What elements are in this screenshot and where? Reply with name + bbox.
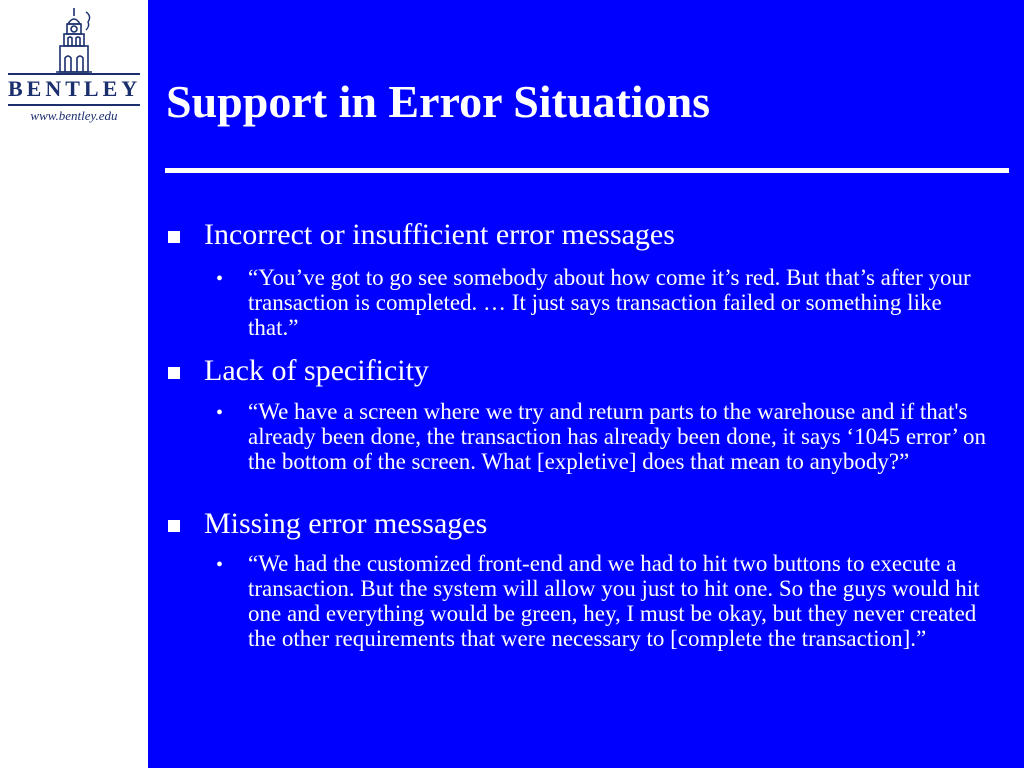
dot-bullet-icon: • — [216, 554, 224, 576]
title-divider — [165, 168, 1009, 173]
logo-name: BENTLEY — [8, 76, 142, 101]
dot-bullet-icon: • — [216, 402, 224, 424]
item-quote: “We had the customized front-end and we had to hit two buttons to execute a transaction. But the system will allow you just to hit one. So the guys would hit one and everything would be green, hey, I must be okay, but they never created the other requirements that were necessary to [complete the transaction].” — [248, 551, 980, 651]
slide-title: Support in Error Situations — [166, 76, 711, 127]
item-heading: Missing error messages — [204, 507, 488, 540]
square-bullet-icon — [168, 231, 180, 243]
logo-rule-bottom — [8, 104, 140, 106]
dot-bullet-icon: • — [216, 268, 224, 290]
square-bullet-icon — [168, 367, 180, 379]
item-heading: Lack of specificity — [204, 354, 429, 387]
slide-content — [148, 0, 1024, 768]
item-quote: “You’ve got to go see somebody about how come it’s red. But that’s after your transaction is completed. … It just says transaction failed or something like that.” — [248, 265, 971, 340]
item-heading: Incorrect or insufficient error messages — [204, 218, 675, 251]
clock-tower-icon — [46, 6, 102, 76]
logo-panel — [0, 0, 148, 768]
item-quote: “We have a screen where we try and return parts to the warehouse and if that's already been done, the transaction has already been done, it says ‘1045 error’ on the bottom of the screen. What [expletive] does that mean to anybody?” — [248, 399, 987, 474]
logo-rule-top — [8, 73, 140, 75]
square-bullet-icon — [168, 520, 180, 532]
logo-url: www.bentley.edu — [30, 108, 118, 123]
